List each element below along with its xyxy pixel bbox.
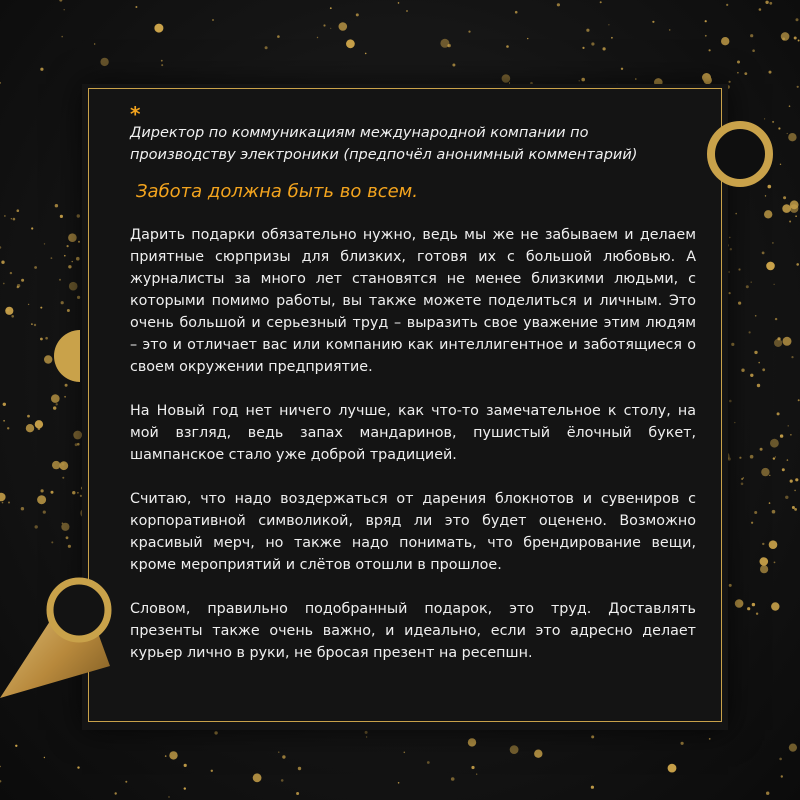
sparkle-dot xyxy=(744,72,747,75)
sparkle-dot xyxy=(783,196,786,199)
sparkle-dot xyxy=(73,431,82,440)
sparkle-dot xyxy=(323,24,325,26)
sparkle-dot xyxy=(0,493,6,502)
sparkle-dot xyxy=(3,403,6,406)
sparkle-dot xyxy=(766,262,775,271)
sparkle-dot xyxy=(278,752,279,753)
sparkle-dot xyxy=(64,255,66,257)
sparkle-dot xyxy=(451,777,455,781)
sparkle-dot xyxy=(756,613,758,615)
sparkle-dot xyxy=(769,475,770,476)
sparkle-dot xyxy=(782,204,791,213)
sparkle-dot xyxy=(735,213,737,215)
sparkle-dot xyxy=(780,434,783,437)
sparkle-dot xyxy=(68,233,77,242)
sparkle-dot xyxy=(0,766,1,767)
sparkle-dot xyxy=(298,767,301,770)
sparkle-dot xyxy=(330,28,331,29)
paragraph: Считаю, что надо воздержаться от дарения блокнотов и сувениров с корпоративной символикой, вряд ли это будет оценено. Возможно красивый мерч, но также надо понимать, что брендирование вещи, кроме мероприятий и слётов отошли в прошлое. xyxy=(130,491,696,573)
sparkle-dot xyxy=(398,782,400,784)
sparkle-dot xyxy=(282,755,285,758)
paragraph: Дарить подарки обязательно нужно, ведь мы же не забываем и делаем приятные сюрпризы для близких, готовя их с большой любовью. А журналисты за много лет становятся не менее близкими людьми, с которыми помимо работы, вы также можете поделиться и личным. Это очень большой и серьезный труд – выразить свое уважение этим людям – это и отличает вас или компанию как интеллигентное и заботящиеся о своем окружении предприятие. xyxy=(130,227,696,375)
sparkle-dot xyxy=(26,424,34,432)
sparkle-dot xyxy=(72,491,75,494)
sparkle-dot xyxy=(317,37,318,38)
sparkle-dot xyxy=(754,511,757,514)
sparkle-dot xyxy=(772,242,774,244)
sparkle-dot xyxy=(165,755,167,757)
sparkle-dot xyxy=(67,245,69,247)
sparkle-dot xyxy=(611,37,613,39)
sparkle-dot xyxy=(752,603,755,606)
sparkle-dot xyxy=(741,483,744,486)
sparkle-dot xyxy=(35,525,38,528)
sparkle-dot xyxy=(709,738,711,740)
sparkle-dot xyxy=(21,279,24,282)
sparkle-dot xyxy=(729,584,732,587)
sparkle-dot xyxy=(37,495,46,504)
sparkle-dot xyxy=(406,10,408,12)
sparkle-dot xyxy=(750,374,753,377)
sparkle-dot xyxy=(36,426,37,427)
sparkle-dot xyxy=(635,78,637,80)
sparkle-dot xyxy=(169,751,177,759)
sparkle-dot xyxy=(751,282,752,283)
sparkle-dot xyxy=(729,237,730,238)
sparkle-dot xyxy=(787,459,789,461)
sparkle-dot xyxy=(53,406,56,409)
sparkle-dot xyxy=(59,279,61,281)
sparkle-dot xyxy=(781,32,790,41)
sparkle-dot xyxy=(51,257,53,259)
sparkle-dot xyxy=(35,420,43,428)
post-content xyxy=(130,102,696,686)
sparkle-dot xyxy=(67,309,70,312)
sparkle-dot xyxy=(55,204,58,207)
gold-half-disc-left xyxy=(36,326,84,386)
sparkle-dot xyxy=(600,1,602,3)
sparkle-dot xyxy=(75,443,78,446)
sparkle-dot xyxy=(794,490,796,492)
sparkle-dot xyxy=(77,214,80,217)
author-caption: Директор по коммуникациям международной компании по производству электроники (предпочёл анонимный комментарий) xyxy=(130,125,638,163)
sparkle-dot xyxy=(2,502,4,504)
sparkle-dot xyxy=(780,164,781,165)
sparkle-dot xyxy=(161,60,163,62)
sparkle-dot xyxy=(330,7,332,9)
sparkle-dot xyxy=(0,82,1,84)
sparkle-dot xyxy=(7,427,9,429)
sparkle-dot xyxy=(72,261,73,262)
sparkle-dot xyxy=(737,61,740,64)
sparkle-dot xyxy=(77,492,79,494)
sparkle-dot xyxy=(735,599,744,608)
sparkle-dot xyxy=(31,323,33,325)
sparkle-dot xyxy=(17,209,20,212)
sparkle-dot xyxy=(785,496,788,499)
sparkle-dot xyxy=(794,37,797,40)
sparkle-dot xyxy=(94,43,95,44)
sparkle-dot xyxy=(3,283,5,285)
sparkle-dot xyxy=(796,263,799,266)
gold-ring-top-right xyxy=(704,118,776,190)
sparkle-dot xyxy=(135,6,137,8)
sparkle-dot xyxy=(115,792,117,794)
sparkle-dot xyxy=(769,2,772,5)
sparkle-dot xyxy=(798,40,800,42)
sparkle-dot xyxy=(581,78,585,82)
sparkle-dot xyxy=(11,315,14,318)
sparkle-dot xyxy=(760,448,763,451)
sparkle-dot xyxy=(78,241,80,243)
sparkle-dot xyxy=(777,412,780,415)
sparkle-dot xyxy=(63,9,64,10)
sparkle-dot xyxy=(502,74,511,83)
sparkle-dot xyxy=(729,292,731,294)
sparkle-dot xyxy=(608,24,609,25)
sparkle-dot xyxy=(788,425,789,426)
sparkle-dot xyxy=(790,480,793,483)
sparkle-dot xyxy=(515,11,518,14)
sparkle-dot xyxy=(64,396,66,398)
sparkle-dot xyxy=(759,8,762,11)
sparkle-dot xyxy=(758,362,760,364)
sparkle-dot xyxy=(771,602,779,610)
sparkle-dot xyxy=(356,13,359,16)
paragraph: Словом, правильно подобранный подарок, это труд. Доставлять презенты также очень важно, и идеально, если это адресно делает курьер лично в руки, не бросая презент на ресепшн. xyxy=(130,601,696,661)
sparkle-dot xyxy=(791,356,793,358)
sparkle-dot xyxy=(51,394,60,403)
sparkle-dot xyxy=(77,766,79,768)
sparkle-dot xyxy=(8,502,10,504)
gold-ring-bottom-left xyxy=(44,575,114,645)
sparkle-dot xyxy=(184,787,186,789)
sparkle-dot xyxy=(797,86,799,88)
sparkle-dot xyxy=(69,282,78,291)
sparkle-dot xyxy=(277,35,280,38)
sparkle-dot xyxy=(794,508,797,511)
sparkle-dot xyxy=(557,3,560,6)
sparkle-dot xyxy=(168,796,169,797)
sparkle-dot xyxy=(734,422,735,423)
sparkle-dot xyxy=(10,272,12,274)
sparkle-dot xyxy=(51,491,54,494)
sparkle-dot xyxy=(681,742,684,745)
sparkle-dot xyxy=(0,780,1,782)
asterisk-marker: * xyxy=(130,102,141,126)
sparkle-dot xyxy=(214,731,217,734)
sparkle-dot xyxy=(751,522,753,524)
sparkle-dot xyxy=(779,758,782,761)
sparkle-dot xyxy=(782,468,785,471)
sparkle-dot xyxy=(76,257,80,261)
sparkle-dot xyxy=(772,510,776,514)
sparkle-dot xyxy=(52,461,60,469)
sparkle-dot xyxy=(1,261,4,264)
sparkle-dot xyxy=(755,315,757,317)
paragraph: На Новый год нет ничего лучше, как что-то замечательное к столу, на мой взгляд, ведь запах мандаринов, пушистый ёлочный букет, шампанское стало уже доброй традицией. xyxy=(130,403,696,463)
sparkle-dot xyxy=(775,318,777,320)
sparkle-dot xyxy=(582,47,584,49)
sparkle-dot xyxy=(652,21,654,23)
sparkle-dot xyxy=(28,304,29,305)
sparkle-dot xyxy=(68,545,71,548)
sparkle-dot xyxy=(31,227,33,229)
sparkle-dot xyxy=(253,773,262,782)
sparkle-dot xyxy=(427,761,430,764)
sparkle-dot xyxy=(766,792,769,795)
sparkle-dot xyxy=(404,752,406,754)
sparkle-dot xyxy=(452,64,455,67)
sparkle-dot xyxy=(769,540,778,549)
sparkle-dot xyxy=(741,369,744,372)
sparkle-dot xyxy=(366,736,367,737)
sparkle-dot xyxy=(4,215,5,216)
sparkle-dot xyxy=(365,731,368,734)
sparkle-dot xyxy=(721,37,729,45)
sparkle-dot xyxy=(506,45,509,48)
sparkle-dot xyxy=(27,415,30,418)
sparkle-dot xyxy=(796,18,799,21)
sparkle-dot xyxy=(3,420,5,422)
sparkle-dot xyxy=(68,265,71,268)
sparkle-dot xyxy=(762,543,764,545)
sparkle-dot xyxy=(778,127,780,129)
sparkle-dot xyxy=(750,34,753,37)
sparkle-dot xyxy=(476,774,477,775)
sparkle-dot xyxy=(265,46,268,49)
sparkle-dot xyxy=(773,457,775,459)
sparkle-dot xyxy=(788,133,796,141)
sparkle-dot xyxy=(510,745,519,754)
sparkle-dot xyxy=(669,29,671,31)
sparkle-dot xyxy=(787,133,788,134)
sparkle-dot xyxy=(765,195,766,196)
sparkle-dot xyxy=(6,309,9,312)
sparkle-dot xyxy=(783,337,792,346)
sparkle-dot xyxy=(0,246,1,248)
sparkle-dot xyxy=(729,400,732,403)
sparkle-dot xyxy=(468,738,476,746)
sparkle-dot xyxy=(66,536,69,539)
sparkle-dot xyxy=(762,368,765,371)
sparkle-dot xyxy=(668,764,677,773)
sparkle-dot xyxy=(761,468,769,476)
sparkle-dot xyxy=(765,1,768,4)
sparkle-dot xyxy=(769,71,772,74)
sparkle-dot xyxy=(13,218,16,221)
sparkle-dot xyxy=(43,510,46,513)
sparkle-dot xyxy=(770,439,779,448)
sparkle-dot xyxy=(398,2,400,4)
sparkle-dot xyxy=(775,456,776,457)
sparkle-dot xyxy=(754,351,757,354)
sparkle-dot xyxy=(777,337,780,340)
sparkle-dot xyxy=(591,42,594,45)
sparkle-dot xyxy=(747,607,750,610)
sparkle-dot xyxy=(764,210,772,218)
sparkle-dot xyxy=(798,399,800,401)
sparkle-dot xyxy=(591,735,594,738)
sparkle-dot xyxy=(56,403,58,405)
sparkle-dot xyxy=(440,39,449,48)
sparkle-dot xyxy=(346,39,355,48)
sparkle-dot xyxy=(40,68,43,71)
sparkle-dot xyxy=(789,221,791,223)
sparkle-dot xyxy=(729,81,731,83)
sparkle-dot xyxy=(705,20,707,22)
sparkle-dot xyxy=(730,248,732,250)
sparkle-dot xyxy=(579,80,580,81)
sparkle-dot xyxy=(749,331,751,333)
sparkle-dot xyxy=(738,302,741,305)
sparkle-dot xyxy=(100,58,108,66)
sparkle-dot xyxy=(471,766,474,769)
sparkle-dot xyxy=(17,286,19,288)
sparkle-dot xyxy=(760,565,768,573)
sparkle-dot xyxy=(339,22,348,31)
sparkle-dot xyxy=(709,49,711,51)
sparkle-dot xyxy=(527,38,528,39)
sparkle-dot xyxy=(621,68,623,70)
sparkle-dot xyxy=(731,343,734,346)
sparkle-dot xyxy=(59,0,62,2)
sparkle-dot xyxy=(62,463,65,466)
sparkle-dot xyxy=(760,557,769,566)
sparkle-dot xyxy=(44,243,45,244)
sparkle-dot xyxy=(586,29,589,32)
sparkle-dot xyxy=(44,757,45,758)
sparkle-dot xyxy=(61,523,69,531)
sparkle-dot xyxy=(212,19,214,21)
sparkle-dot xyxy=(743,477,744,478)
sparkle-dot xyxy=(34,266,37,269)
sparkle-dot xyxy=(468,31,470,33)
sparkle-dot xyxy=(705,35,707,37)
sparkle-dot xyxy=(40,307,42,309)
sparkle-dot xyxy=(795,478,798,481)
sparkle-dot xyxy=(702,73,711,82)
sparkle-dot xyxy=(790,204,799,213)
sparkle-dot xyxy=(365,53,367,55)
sparkle-dot xyxy=(21,507,24,510)
sparkle-dot xyxy=(296,792,299,795)
sparkle-dot xyxy=(11,218,12,219)
sparkle-dot xyxy=(62,477,64,479)
sparkle-dot xyxy=(184,764,187,767)
sparkle-dot xyxy=(774,562,776,564)
sparkle-dot xyxy=(737,72,739,74)
sparkle-dot xyxy=(591,786,594,789)
sparkle-dot xyxy=(789,105,791,107)
sparkle-dot xyxy=(738,268,740,270)
sparkle-dot xyxy=(746,285,749,288)
sparkle-dot xyxy=(61,301,64,304)
sparkle-dot xyxy=(281,779,284,782)
post-heading: Забота должна быть во всем. xyxy=(136,181,418,202)
sparkle-dot xyxy=(211,770,213,772)
sparkle-dot xyxy=(781,775,783,777)
sparkle-dot xyxy=(15,745,17,747)
sparkle-dot xyxy=(41,489,44,492)
sparkle-dot xyxy=(739,457,741,459)
sparkle-dot xyxy=(61,36,63,38)
sparkle-dot xyxy=(60,215,63,218)
sparkle-dot xyxy=(792,506,795,509)
sparkle-dot xyxy=(790,434,792,436)
sparkle-dot xyxy=(769,502,771,504)
sparkle-dot xyxy=(161,64,163,66)
sparkle-dot xyxy=(752,49,755,52)
sparkle-dot xyxy=(603,47,606,50)
sparkle-dot xyxy=(125,781,127,783)
sparkle-dot xyxy=(774,284,775,285)
sparkle-dot xyxy=(757,384,760,387)
sparkle-dot xyxy=(789,744,797,752)
sparkle-dot xyxy=(762,252,765,255)
sparkle-dot xyxy=(728,271,730,273)
sparkle-dot xyxy=(154,24,163,33)
sparkle-dot xyxy=(726,4,728,6)
sparkle-dot xyxy=(59,461,68,470)
sparkle-dot xyxy=(750,455,754,459)
sparkle-dot xyxy=(51,541,53,543)
sparkle-dot xyxy=(77,296,80,299)
sparkle-dot xyxy=(534,750,542,758)
sparkle-dot xyxy=(795,215,797,217)
